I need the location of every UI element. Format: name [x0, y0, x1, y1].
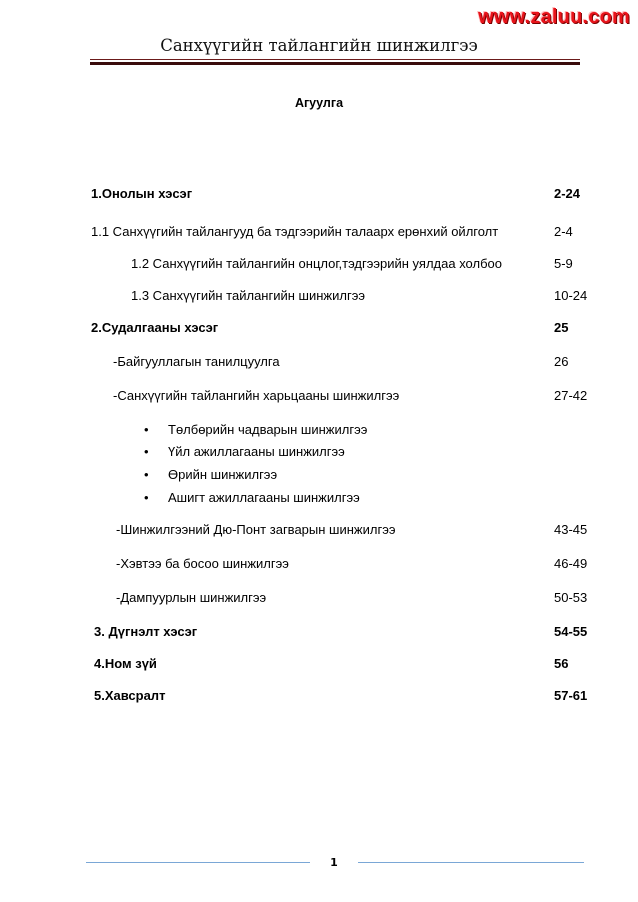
toc-entry-page: 26 — [554, 354, 569, 369]
toc-entry-page: 2-24 — [554, 186, 581, 201]
toc-entry-label: -Байгууллагын танилцуулга — [113, 354, 280, 369]
toc-entry-page: 50-53 — [554, 590, 588, 605]
bullet-icon: • — [144, 490, 149, 505]
watermark-logo: www.zaluu.com — [478, 6, 630, 28]
toc-entry — [0, 624, 638, 642]
toc-heading: Агуулга — [294, 96, 344, 110]
header-divider-thick — [90, 62, 580, 65]
toc-entry — [0, 256, 638, 274]
toc-entry — [0, 590, 638, 608]
toc-entry-page: 46-49 — [554, 556, 588, 571]
toc-entry-label: 1.1 Санхүүгийн тайлангууд ба тэдгээрийн талаарх ерөнхий ойлголт — [91, 224, 499, 239]
toc-entry — [0, 320, 638, 338]
toc-entry-page: 56 — [554, 656, 569, 671]
toc-entry-label: -Дампуурлын шинжилгээ — [116, 590, 267, 605]
toc-entry-page: 57-61 — [554, 688, 588, 703]
toc-bullet-item — [0, 467, 638, 485]
bullet-icon: • — [144, 422, 149, 437]
page-number: 1 — [330, 856, 338, 869]
toc-bullet-item — [0, 444, 638, 462]
toc-entry-label: 1.2 Санхүүгийн тайлангийн онцлог,тэдгээрийн уялдаа холбоо — [131, 256, 502, 271]
toc-entry-label: -Шинжилгээний Дю-Понт загварын шинжилгээ — [116, 522, 396, 537]
toc-entry-page: 5-9 — [554, 256, 573, 271]
toc-bullet-item — [0, 490, 638, 508]
page-header-title: Санхүүгийн тайлангийн шинжилгээ — [160, 36, 478, 55]
toc-entry-label: 3. Дүгнэлт хэсэг — [94, 624, 198, 639]
toc-bullet-label: Төлбөрийн чадварын шинжилгээ — [168, 422, 368, 437]
toc-entry — [0, 656, 638, 674]
toc-entry-label: 1.Онолын хэсэг — [91, 186, 193, 201]
bullet-icon: • — [144, 444, 149, 459]
toc-entry — [0, 688, 638, 706]
toc-entry-label: 2.Судалгааны хэсэг — [91, 320, 219, 335]
footer-divider-right — [358, 862, 584, 863]
header-divider — [90, 59, 580, 60]
toc-entry — [0, 388, 638, 406]
toc-entry-page: 54-55 — [554, 624, 588, 639]
toc-bullet-label: Ашигт ажиллагааны шинжилгээ — [168, 490, 360, 505]
toc-entry — [0, 522, 638, 540]
toc-entry — [0, 224, 638, 242]
toc-entry — [0, 288, 638, 306]
toc-entry-label: 5.Хавсралт — [94, 688, 166, 703]
toc-entry — [0, 556, 638, 574]
toc-entry-label: 1.3 Санхүүгийн тайлангийн шинжилгээ — [131, 288, 365, 303]
toc-bullet-item — [0, 422, 638, 440]
bullet-icon: • — [144, 467, 149, 482]
toc-entry-page: 2-4 — [554, 224, 573, 239]
toc-entry-label: -Хэвтээ ба босоо шинжилгээ — [116, 556, 289, 571]
toc-bullet-label: Өрийн шинжилгээ — [168, 467, 278, 482]
footer-divider-left — [86, 862, 310, 863]
toc-entry-label: -Санхүүгийн тайлангийн харьцааны шинжилгээ — [113, 388, 400, 403]
toc-entry-page: 27-42 — [554, 388, 588, 403]
toc-entry — [0, 186, 638, 204]
toc-entry-page: 25 — [554, 320, 569, 335]
toc-entry-label: 4.Ном зүй — [94, 656, 157, 671]
toc-entry-page: 10-24 — [554, 288, 588, 303]
toc-entry — [0, 354, 638, 372]
toc-entry-page: 43-45 — [554, 522, 588, 537]
toc-bullet-label: Үйл ажиллагааны шинжилгээ — [168, 444, 345, 459]
